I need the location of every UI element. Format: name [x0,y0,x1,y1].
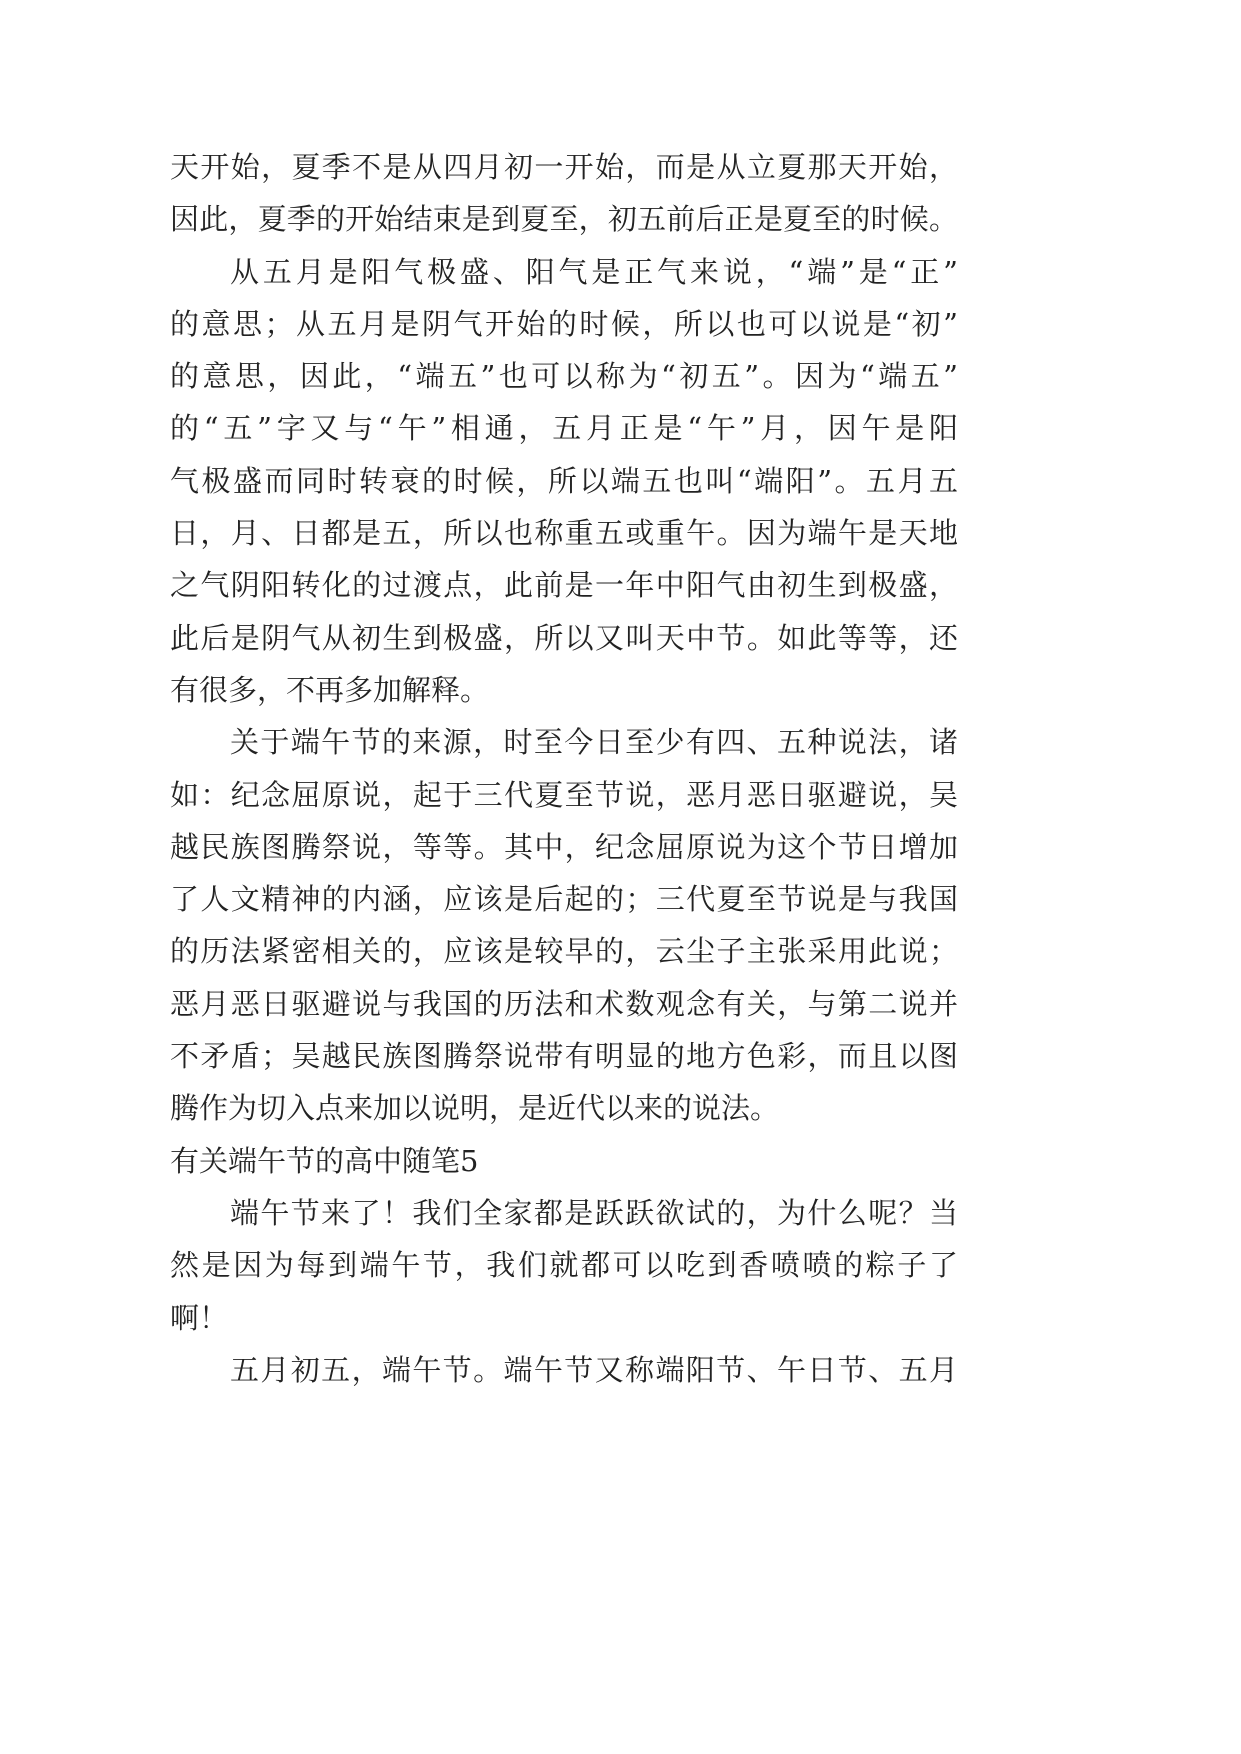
section-heading: 有关端午节的高中随笔5 [170,1143,479,1178]
section [170,1135,958,1187]
text-line: 的历法紧密相关的，应该是较早的，云尘子主张采用此说； [170,934,958,969]
text-line: 越民族图腾祭说，等等。其中，纪念屈原说为这个节日增加 [170,829,958,864]
document-body [170,141,958,1396]
text-line: 然是因为每到端午节，我们就都可以吃到香喷喷的粽子了 [170,1248,958,1283]
text-line: 不矛盾；吴越民族图腾祭说带有明显的地方色彩，而且以图 [170,1039,958,1074]
text-line: 如：纪念屈原说，起于三代夏至节说，恶月恶日驱避说，吴 [170,777,958,812]
text-line: 恶月恶日驱避说与我国的历法和术数观念有关，与第二说并 [170,986,958,1021]
text-line: 因此，夏季的开始结束是到夏至，初五前后正是夏至的时候。 [170,202,958,237]
text-line: 有很多，不再多加解释。 [170,672,490,707]
text-line: 的意思，因此，“端五”也可以称为“初五”。因为“端五” [170,359,958,394]
text-line: 啊！ [170,1300,229,1335]
paragraph [170,716,958,1134]
text-line: 腾作为切入点来加以说明，是近代以来的说法。 [170,1091,780,1126]
text-line: 五月初五，端午节。端午节又称端阳节、午日节、五月 [230,1352,958,1387]
text-line: 的意思；从五月是阴气开始的时候，所以也可以说是“初” [170,306,958,341]
paragraph [170,1344,958,1396]
text-line: 端午节来了！我们全家都是跃跃欲试的，为什么呢？当 [230,1195,958,1230]
text-line: 了人文精神的内涵，应该是后起的；三代夏至节说是与我国 [170,882,958,917]
text-line: 从五月是阳气极盛、阳气是正气来说，“端”是“正” [230,254,958,289]
text-line: 日，月、日都是五，所以也称重五或重午。因为端午是天地 [170,516,958,551]
text-line: 关于端午节的来源，时至今日至少有四、五种说法，诸 [230,725,958,760]
text-line: 此后是阴气从初生到极盛，所以又叫天中节。如此等等，还 [170,620,958,655]
paragraph [170,1187,958,1344]
paragraph [170,246,958,717]
text-line: 天开始，夏季不是从四月初一开始，而是从立夏那天开始， [170,150,958,184]
text-line: 的“五”字又与“午”相通，五月正是“午”月，因午是阳 [170,411,958,446]
text-line: 气极盛而同时转衰的时候，所以端五也叫“端阳”。五月五 [170,463,958,498]
paragraph [170,141,958,246]
text-line: 之气阴阳转化的过渡点，此前是一年中阳气由初生到极盛， [170,568,958,603]
